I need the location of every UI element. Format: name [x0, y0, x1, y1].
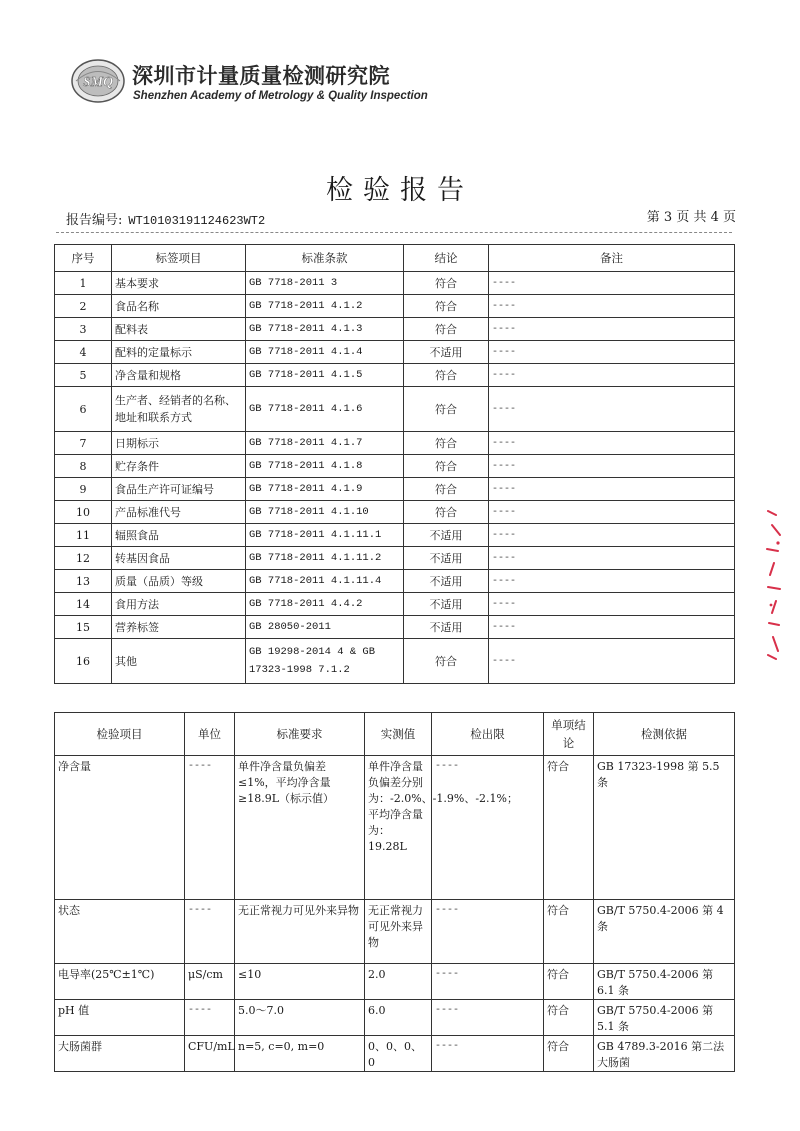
row-item: 食品生产许可证编号	[112, 478, 246, 501]
row-result: 符合	[404, 501, 489, 524]
table-row	[55, 639, 735, 684]
row-basis: GB/T 5750.4-2006 第 6.1 条	[594, 964, 735, 1000]
row-result: 符合	[544, 756, 594, 900]
row-note: ----	[489, 639, 735, 684]
row-unit: ----	[185, 756, 235, 900]
row-clause: GB 7718-2011 3	[246, 272, 404, 295]
row-clause: GB 28050-2011	[246, 616, 404, 639]
table-row	[55, 1036, 735, 1072]
row-item: 日期标示	[112, 432, 246, 455]
row-note: ----	[489, 547, 735, 570]
row-no: 11	[55, 524, 112, 547]
table-row	[55, 455, 735, 478]
row-result: 符合	[544, 1036, 594, 1072]
row-requirement: 单件净含量负偏差≤1%，平均净含量≥18.9L（标示值）	[235, 756, 365, 900]
row-basis: GB 17323-1998 第 5.5 条	[594, 756, 735, 900]
row-result: 符合	[544, 900, 594, 964]
page-title: 检验报告	[326, 175, 474, 206]
row-result: 不适用	[404, 616, 489, 639]
row-basis: GB 4789.3-2016 第二法 大肠菌	[594, 1036, 735, 1072]
row-clause: GB 7718-2011 4.1.11.2	[246, 547, 404, 570]
table-row	[55, 616, 735, 639]
row-note: ----	[489, 318, 735, 341]
row-item: 净含量和规格	[112, 364, 246, 387]
header-cell: 检测依据	[594, 713, 735, 756]
row-basis: GB/T 5750.4-2006 第 5.1 条	[594, 1000, 735, 1036]
table-row	[55, 295, 735, 318]
row-result: 符合	[544, 1000, 594, 1036]
row-measured: 单件净含量负偏差分别为：-2.0%、-1.9%、-2.1%；平均净含量为：19.28L	[365, 756, 432, 900]
row-clause: GB 7718-2011 4.1.3	[246, 318, 404, 341]
row-no: 9	[55, 478, 112, 501]
header-cell: 标准要求	[235, 713, 365, 756]
row-clause: GB 7718-2011 4.1.11.4	[246, 570, 404, 593]
smq-logo-icon	[70, 58, 126, 104]
row-clause: GB 19298-2014 4 & GB 17323-1998 7.1.2	[246, 639, 404, 684]
row-limit: ----	[432, 756, 544, 900]
row-measured: 无正常视力可见外来异物	[365, 900, 432, 964]
row-no: 16	[55, 639, 112, 684]
row-item: 产品标准代号	[112, 501, 246, 524]
row-no: 13	[55, 570, 112, 593]
report-number-value: WT10103191124623WT2	[128, 214, 266, 228]
row-no: 1	[55, 272, 112, 295]
table-row	[55, 593, 735, 616]
table-row	[55, 964, 735, 1000]
row-result: 符合	[404, 432, 489, 455]
row-requirement: 无正常视力可见外来异物	[235, 900, 365, 964]
table-row	[55, 756, 735, 900]
header-cell: 序号	[55, 245, 112, 272]
row-item: 生产者、经销者的名称、地址和联系方式	[112, 387, 246, 432]
row-no: 7	[55, 432, 112, 455]
row-result: 符合	[404, 295, 489, 318]
row-result: 不适用	[404, 593, 489, 616]
row-clause: GB 7718-2011 4.1.8	[246, 455, 404, 478]
row-note: ----	[489, 272, 735, 295]
row-result: 符合	[404, 455, 489, 478]
row-note: ----	[489, 478, 735, 501]
row-note: ----	[489, 501, 735, 524]
header-cell: 标签项目	[112, 245, 246, 272]
row-note: ----	[489, 364, 735, 387]
row-no: 15	[55, 616, 112, 639]
page-info: 第 3 页 共 4 页	[646, 210, 736, 225]
row-clause: GB 7718-2011 4.1.7	[246, 432, 404, 455]
org-name-en: Shenzhen Academy of Metrology & Quality Inspection	[133, 90, 428, 102]
row-unit: ----	[185, 1000, 235, 1036]
row-no: 3	[55, 318, 112, 341]
test-results-table	[54, 712, 735, 1072]
table-header-row	[55, 713, 735, 756]
header-cell: 检验项目	[55, 713, 185, 756]
header-cell: 结论	[404, 245, 489, 272]
row-limit: ----	[432, 964, 544, 1000]
row-result: 不适用	[404, 524, 489, 547]
row-item: 基本要求	[112, 272, 246, 295]
header-cell: 实测值	[365, 713, 432, 756]
row-item: 辐照食品	[112, 524, 246, 547]
row-limit: ----	[432, 1000, 544, 1036]
row-unit: μS/cm	[185, 964, 235, 1000]
row-item: 电导率(25℃±1℃)	[55, 964, 185, 1000]
row-result: 符合	[404, 272, 489, 295]
header-cell: 检出限	[432, 713, 544, 756]
table-row	[55, 570, 735, 593]
table-row	[55, 547, 735, 570]
row-clause: GB 7718-2011 4.4.2	[246, 593, 404, 616]
row-item: 营养标签	[112, 616, 246, 639]
row-item: 大肠菌群	[55, 1036, 185, 1072]
row-item: 状态	[55, 900, 185, 964]
table-row	[55, 501, 735, 524]
row-result: 符合	[404, 478, 489, 501]
row-requirement: 5.0～7.0	[235, 1000, 365, 1036]
row-result: 符合	[404, 387, 489, 432]
row-requirement: ≤10	[235, 964, 365, 1000]
row-requirement: n=5, c=0, m=0	[235, 1036, 365, 1072]
row-note: ----	[489, 616, 735, 639]
report-number-label: 报告编号:	[66, 213, 123, 228]
row-clause: GB 7718-2011 4.1.11.1	[246, 524, 404, 547]
row-clause: GB 7718-2011 4.1.10	[246, 501, 404, 524]
row-item: pH 值	[55, 1000, 185, 1036]
logo-text: SMQ	[82, 75, 114, 90]
row-basis: GB/T 5750.4-2006 第 4 条	[594, 900, 735, 964]
row-note: ----	[489, 455, 735, 478]
table-row	[55, 1000, 735, 1036]
row-measured: 2.0	[365, 964, 432, 1000]
row-no: 10	[55, 501, 112, 524]
row-note: ----	[489, 570, 735, 593]
row-no: 4	[55, 341, 112, 364]
row-result: 符合	[404, 639, 489, 684]
table-row	[55, 524, 735, 547]
row-note: ----	[489, 432, 735, 455]
row-item: 食用方法	[112, 593, 246, 616]
row-item: 食品名称	[112, 295, 246, 318]
row-unit: ----	[185, 900, 235, 964]
header-cell: 标准条款	[246, 245, 404, 272]
row-item: 转基因食品	[112, 547, 246, 570]
row-result: 不适用	[404, 341, 489, 364]
row-result: 符合	[404, 364, 489, 387]
row-note: ----	[489, 295, 735, 318]
row-measured: 0、0、0、0	[365, 1036, 432, 1072]
org-header	[70, 54, 490, 110]
row-no: 14	[55, 593, 112, 616]
row-item: 质量（品质）等级	[112, 570, 246, 593]
table-row	[55, 341, 735, 364]
header-cell: 备注	[489, 245, 735, 272]
row-note: ----	[489, 593, 735, 616]
row-note: ----	[489, 524, 735, 547]
row-clause: GB 7718-2011 4.1.6	[246, 387, 404, 432]
row-limit: ----	[432, 1036, 544, 1072]
row-no: 2	[55, 295, 112, 318]
row-clause: GB 7718-2011 4.1.5	[246, 364, 404, 387]
table-row	[55, 364, 735, 387]
table-row	[55, 318, 735, 341]
table-header-row	[55, 245, 735, 272]
row-item: 其他	[112, 639, 246, 684]
header-cell: 单项结论	[544, 713, 594, 756]
row-clause: GB 7718-2011 4.1.9	[246, 478, 404, 501]
table-row	[55, 387, 735, 432]
row-result: 符合	[404, 318, 489, 341]
row-no: 12	[55, 547, 112, 570]
header-divider	[56, 232, 732, 233]
row-result: 不适用	[404, 570, 489, 593]
seal-stamp-icon	[764, 505, 786, 665]
header-cell: 单位	[185, 713, 235, 756]
row-item: 净含量	[55, 756, 185, 900]
row-limit: ----	[432, 900, 544, 964]
org-name-cn: 深圳市计量质量检测研究院	[132, 64, 390, 88]
row-item: 配料表	[112, 318, 246, 341]
row-item: 贮存条件	[112, 455, 246, 478]
row-unit: CFU/mL	[185, 1036, 235, 1072]
row-item: 配料的定量标示	[112, 341, 246, 364]
row-clause: GB 7718-2011 4.1.2	[246, 295, 404, 318]
row-no: 6	[55, 387, 112, 432]
row-note: ----	[489, 341, 735, 364]
table-row	[55, 432, 735, 455]
row-result: 符合	[544, 964, 594, 1000]
table-row	[55, 900, 735, 964]
row-note: ----	[489, 387, 735, 432]
row-measured: 6.0	[365, 1000, 432, 1036]
row-no: 5	[55, 364, 112, 387]
table-row	[55, 272, 735, 295]
label-check-table	[54, 244, 735, 684]
row-no: 8	[55, 455, 112, 478]
table-row	[55, 478, 735, 501]
row-result: 不适用	[404, 547, 489, 570]
row-clause: GB 7718-2011 4.1.4	[246, 341, 404, 364]
report-number	[66, 209, 265, 228]
